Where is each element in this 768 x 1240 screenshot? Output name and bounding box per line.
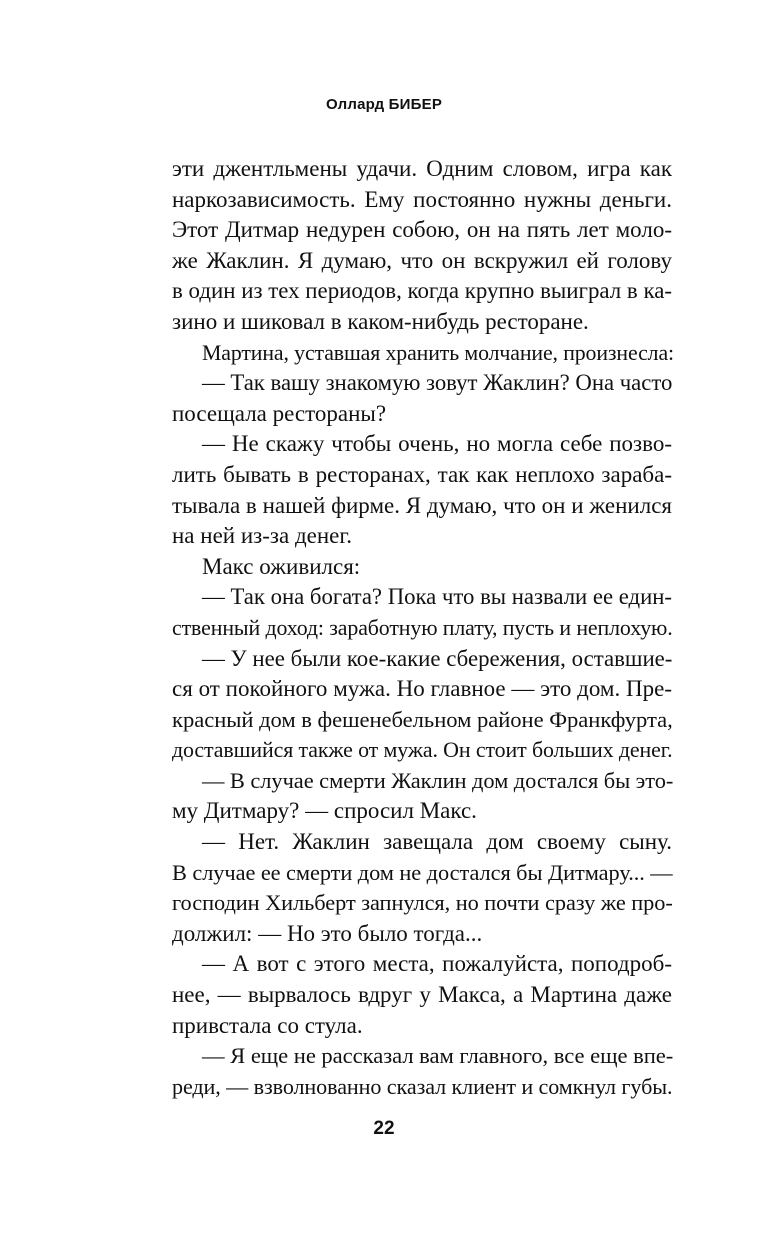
paragraph [142,368,672,429]
paragraph [142,429,672,551]
text-line: В случае ее смерти дом не достался бы Дитмару... — [172,859,673,885]
text-line: — А вот с этого места, пожалуйста, поподроб- [202,951,672,977]
text-line: реди, — взволнованно сказал клиент и сомкнул губы. [172,1073,673,1099]
text-line: — У нее были кое-какие сбережения, оставшие- [202,645,673,671]
text-line: — В случае смерти Жаклин дом достался бы это- [202,767,674,793]
text-line: посещала рестораны? [172,400,387,426]
text-line: должил: — Но это было тогда... [172,920,483,946]
text-line: — Нет. Жаклин завещала дом своему сыну. [202,829,672,855]
paragraph [142,552,672,583]
paragraph [142,827,672,949]
text-line: ственный доход: заработную плату, пусть и неплохую. [172,615,673,640]
page-number: 22 [373,1118,395,1139]
text-line: тывала в нашей фирме. Я думаю, что он и женился [172,492,672,518]
text-line: — Не скажу чтобы очень, но могла себе позво- [202,431,672,457]
text-line: эти джентльмены удачи. Одним словом, игра как [172,156,672,181]
running-head: Оллард БИБЕР [325,96,443,113]
paragraph [142,949,672,1041]
paragraph [142,644,672,766]
text-line: в один из тех периодов, когда крупно выиграл в ка- [172,278,672,304]
text-line: красный дом в фешенебельном районе Франкфурта, [172,706,673,732]
body-text [142,154,672,1102]
paragraph [142,338,672,369]
text-line: — Так вашу знакомую зовут Жаклин? Она часто [202,370,673,396]
paragraph [142,154,672,338]
text-line: — Так она богата? Пока что вы назвали ее един- [202,584,672,610]
text-line: — Я еще не рассказал вам главного, все еще впе- [202,1043,674,1069]
text-line: на ней из-за денег. [172,523,352,549]
text-line: доставшийся также от мужа. Он стоит больших денег. [172,737,673,763]
text-line: зино и шиковал в каком-нибудь ресторане. [172,308,589,334]
text-line: же Жаклин. Я думаю, что он вскружил ей голову [172,247,672,273]
text-line: Макс оживился: [202,553,361,579]
text-line: ся от покойного мужа. Но главное — это дом. Пре- [172,676,672,702]
text-line: господин Хильберт запнулся, но почти сразу же про- [172,890,673,916]
text-line: Мартина, уставшая хранить молчание, произнесла: [202,340,674,365]
text-line: наркозависимость. Ему постоянно нужны деньги. [172,186,672,212]
text-line: Этот Дитмар недурен собою, он на пять лет моло- [172,217,672,243]
paragraph [142,766,672,827]
paragraph [142,1041,672,1102]
text-line: нее, — вырвалось вдруг у Макса, а Мартина даже [172,982,672,1008]
text-line: му Дитмару? — спросил Макс. [172,798,477,824]
text-line: привстала со стула. [172,1012,363,1038]
paragraph [142,582,672,643]
text-line: лить бывать в ресторанах, так как неплохо зараба- [172,461,672,487]
